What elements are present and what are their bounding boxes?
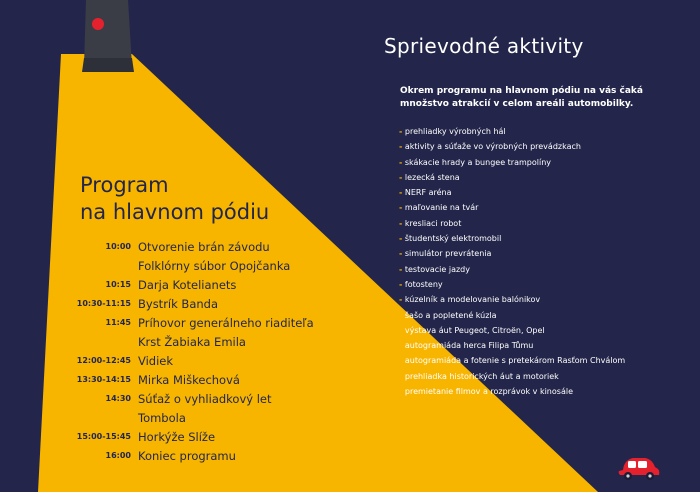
bullet: -: [399, 341, 403, 351]
activities-intro: Okrem programu na hlavnom pódiu na vás čaká množstvo atrakcií v celom areáli automobilky.: [400, 86, 643, 109]
schedule-item: Vidiek: [138, 353, 174, 368]
schedule-time: 13:30-14:15: [76, 375, 131, 384]
schedule-row: [72, 351, 332, 370]
bullet: -: [399, 203, 403, 213]
schedule-item: Otvorenie brán závodu: [138, 239, 270, 254]
list-item-label: študentský elektromobil: [404, 234, 502, 244]
program-title-line-2: na hlavnom pódiu: [80, 200, 270, 224]
schedule-time: 10:15: [105, 280, 131, 289]
bullet: -: [399, 157, 403, 167]
list-item: [399, 384, 625, 399]
list-item-label: výstava áut Peugeot, Citroën, Opel: [404, 325, 545, 335]
list-item-label: kúzelník a modelovanie balónikov: [404, 295, 541, 305]
schedule-item: Bystrík Banda: [138, 296, 219, 311]
list-item-label: fotosteny: [404, 279, 443, 289]
bullet: -: [399, 172, 403, 182]
schedule-time: 11:45: [105, 318, 131, 327]
program-title-line-1: Program: [80, 173, 169, 197]
schedule-row: [72, 275, 332, 294]
bullet: -: [399, 234, 403, 244]
bullet: -: [399, 295, 403, 305]
list-item: [399, 200, 625, 215]
schedule-item: Horkýže Slíže: [138, 429, 216, 444]
schedule-item: Folklórny súbor Opojčanka: [138, 258, 291, 273]
list-item-label: autogramiáda herca Filipa Tůmu: [404, 341, 534, 351]
activities-list: [399, 124, 625, 399]
list-item-label: premietanie filmov a rozprávok v kinosále: [404, 387, 573, 397]
schedule-row: [72, 332, 332, 351]
list-item: [399, 231, 625, 246]
list-item: [399, 262, 625, 277]
list-item-label: maľovanie na tvár: [404, 203, 479, 213]
schedule-item: Tombola: [138, 410, 186, 425]
bullet: -: [399, 371, 403, 381]
schedule-row: [72, 313, 332, 332]
schedule-item: Súťaž o vyhliadkový let: [138, 391, 272, 406]
bullet: -: [399, 249, 403, 259]
list-item-label: prehliadky výrobných hál: [404, 127, 506, 136]
list-item: [399, 338, 625, 353]
schedule-row: [72, 446, 332, 465]
program-title: [80, 172, 269, 226]
bullet: -: [399, 218, 403, 228]
schedule-time: 16:00: [105, 451, 131, 460]
schedule-item: Krst Žabiaka Emila: [138, 334, 246, 349]
list-item-label: skákacie hrady a bungee trampolíny: [404, 157, 552, 167]
list-item-label: prehliadka historických áut a motoriek: [404, 371, 559, 381]
schedule-item: Mirka Miškechová: [138, 372, 240, 387]
list-item: [399, 170, 625, 185]
schedule-time: 14:30: [105, 394, 131, 403]
bullet: -: [399, 127, 403, 136]
list-item-label: testovacie jazdy: [404, 264, 470, 274]
bullet: -: [399, 142, 403, 152]
list-item: [399, 216, 625, 231]
list-item: [399, 308, 625, 323]
list-item-label: simulátor prevrátenia: [404, 249, 492, 259]
schedule-row: [72, 294, 332, 313]
bullet: -: [399, 279, 403, 289]
schedule-row: [72, 370, 332, 389]
list-item: [399, 277, 625, 292]
list-item: [399, 292, 625, 307]
schedule-row: [72, 256, 332, 275]
list-item: [399, 185, 625, 200]
schedule-time: 15:00-15:45: [76, 432, 131, 441]
list-item: [399, 369, 625, 384]
bullet: -: [399, 188, 403, 198]
bullet: -: [399, 325, 403, 335]
schedule-row: [72, 427, 332, 446]
list-item: [399, 246, 625, 261]
bullet: -: [399, 356, 403, 366]
bullet: -: [399, 387, 403, 397]
car-icon: [617, 452, 661, 482]
schedule-time: 10:30-11:15: [76, 299, 131, 308]
list-item: [399, 323, 625, 338]
schedule-item: Koniec programu: [138, 448, 236, 463]
list-item-label: NERF aréna: [404, 188, 452, 198]
schedule-time: 12:00-12:45: [76, 356, 131, 365]
activities-title: Sprievodné aktivity: [384, 34, 584, 58]
program-schedule: [72, 237, 332, 465]
list-item: [399, 353, 625, 368]
list-item: [399, 139, 625, 154]
list-item-label: aktivity a súťaže vo výrobných prevádzkach: [404, 142, 581, 152]
bullet: -: [399, 264, 403, 274]
list-item: [399, 155, 625, 170]
list-item-label: lezecká stena: [404, 172, 460, 182]
schedule-row: [72, 408, 332, 427]
list-item: [399, 124, 625, 139]
schedule-item: Darja Kotelianets: [138, 277, 237, 292]
list-item-label: šašo a popletené kúzla: [404, 310, 497, 320]
schedule-time: 10:00: [105, 242, 131, 251]
bullet: -: [399, 310, 403, 320]
list-item-label: autogramiáda a fotenie s pretekárom Rasťom Chválom: [404, 356, 626, 366]
list-item-label: kresliaci robot: [404, 218, 462, 228]
schedule-row: [72, 237, 332, 256]
schedule-row: [72, 389, 332, 408]
schedule-item: Príhovor generálneho riaditeľa: [138, 315, 314, 330]
